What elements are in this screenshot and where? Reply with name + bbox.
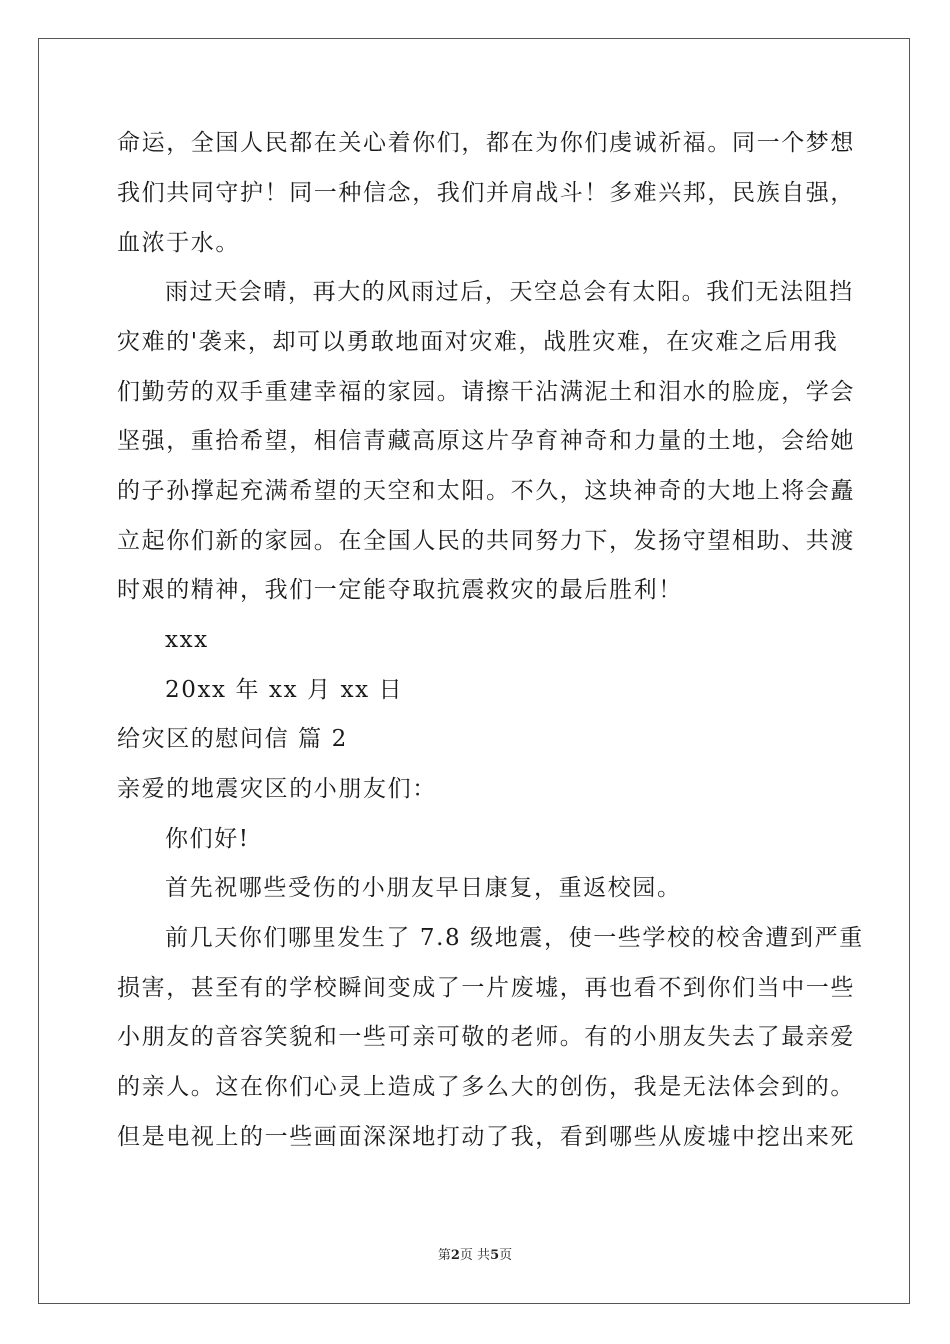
current-page-number: 2 <box>450 1248 460 1263</box>
paragraph-line: 前几天你们哪里发生了 7.8 级地震，使一些学校的校舍遭到严重 <box>165 925 864 951</box>
page-suffix: 页 <box>499 1248 513 1263</box>
page-mid: 页 共 <box>459 1248 491 1263</box>
total-page-number: 5 <box>490 1248 500 1263</box>
paragraph-line: 的亲人。这在你们心灵上造成了多么大的创伤，我是无法体会到的。 <box>117 1074 855 1100</box>
paragraph-line: 立起你们新的家园。在全国人民的共同努力下，发扬守望相助、共渡 <box>117 528 855 554</box>
paragraph-line: 首先祝哪些受伤的小朋友早日康复，重返校园。 <box>165 875 682 901</box>
paragraph-line: 坚强，重拾希望，相信青藏高原这片孕育神奇和力量的土地，会给她 <box>117 428 855 454</box>
greeting: 你们好! <box>165 826 250 852</box>
paragraph-line: 小朋友的音容笑貌和一些可亲可敬的老师。有的小朋友失去了最亲爱 <box>117 1024 855 1050</box>
paragraph-line: 时艰的精神，我们一定能夺取抗震救灾的最后胜利！ <box>117 577 683 603</box>
paragraph-line: 我们共同守护！同一种信念，我们并肩战斗！多难兴邦，民族自强， <box>117 180 855 206</box>
paragraph-line: 血浓于水。 <box>117 230 240 256</box>
page-footer <box>0 1248 950 1264</box>
paragraph-line: 雨过天会晴，再大的风雨过后，天空总会有太阳。我们无法阻挡 <box>165 279 854 305</box>
section-heading: 给灾区的慰问信 篇 2 <box>117 726 348 752</box>
paragraph-line: 灾难的'袭来，却可以勇敢地面对灾难，战胜灾难，在灾难之后用我 <box>117 329 839 355</box>
salutation: 亲爱的地震灾区的小朋友们： <box>117 776 437 802</box>
paragraph-line: 们勤劳的双手重建幸福的家园。请擦干沾满泥土和泪水的脸庞，学会 <box>117 379 855 405</box>
page-prefix: 第 <box>437 1248 451 1263</box>
signature: xxx <box>165 627 209 653</box>
letter-date: 20xx 年 xx 月 xx 日 <box>165 677 404 703</box>
paragraph-line: 命运，全国人民都在关心着你们，都在为你们虔诚祈福。同一个梦想 <box>117 130 855 156</box>
paragraph-line: 损害，甚至有的学校瞬间变成了一片废墟，再也看不到你们当中一些 <box>117 975 855 1001</box>
paragraph-line: 的子孙撑起充满希望的天空和太阳。不久，这块神奇的大地上将会矗 <box>117 478 855 504</box>
paragraph-line: 但是电视上的一些画面深深地打动了我，看到哪些从废墟中挖出来死 <box>117 1124 855 1150</box>
